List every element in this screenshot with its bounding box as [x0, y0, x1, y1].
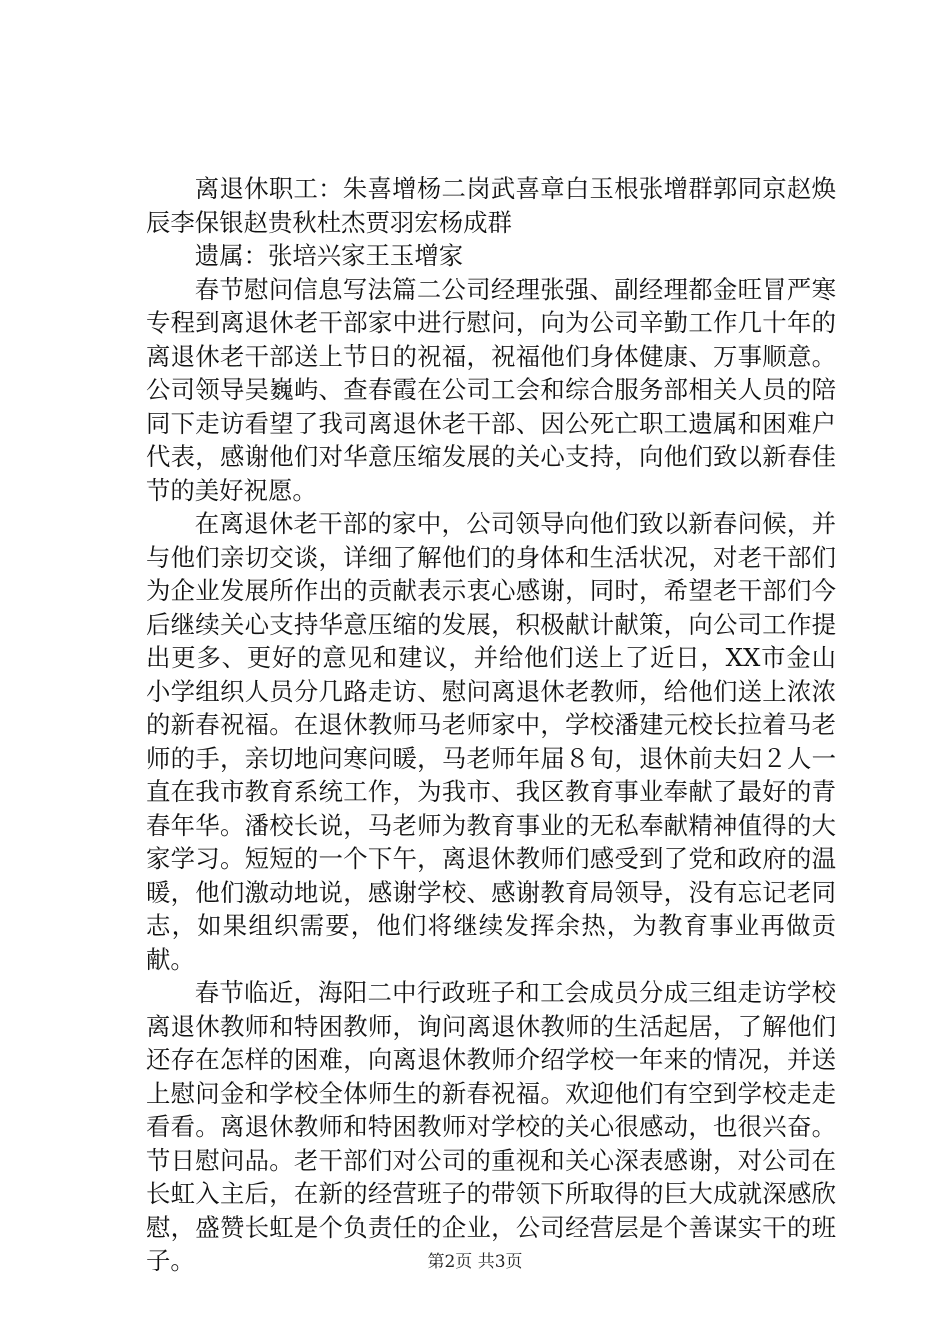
paragraph-survivors: 遗属：张培兴家王玉增家 — [194, 241, 464, 270]
paragraph-retired-staff-list: 离退休职工：朱喜增杨二岗武喜章白玉根张增群郭同京赵焕辰李保银赵贵秋杜杰贾羽宏杨成群 — [146, 174, 836, 237]
paragraph-company-visit: 春节慰问信息写法篇二公司经理张强、副经理都金旺冒严寒专程到离退休老干部家中进行慰问，向为公司辛勤工作几十年的离退休老干部送上节日的祝福，祝福他们身体健康、万事顺意。公司领导吴巍屿、查春霞在公司工会和综合服务部相关人员的陪同下走访看望了我司离退休老干部、因公死亡职工遗属和困难户代表，感谢他们对华意压缩发展的关心支持，向他们致以新春佳节的美好祝愿。 — [146, 274, 836, 505]
paragraph-home-visit: 在离退休老干部的家中，公司领导向他们致以新春问候，并与他们亲切交谈，详细了解他们的身体和生活状况，对老干部们为企业发展所作出的贡献表示衷心感谢，同时，希望老干部们今后继续关心支持华意压缩的发展，积极献计献策，向公司工作提出更多、更好的意见和建议，并给他们送上了近日，XX市金山小学组织人员分几路走访、慰问离退休老教师，给他们送上浓浓的新春祝福。在退休教师马老师家中，学校潘建元校长拉着马老师的手，亲切地问寒问暖，马老师年届８旬，退休前夫妇２人一直在我市教育系统工作，为我市、我区教育事业奉献了最好的青春年华。潘校长说，马老师为教育事业的无私奉献精神值得的大家学习。短短的一个下午，离退休教师们感受到了党和政府的温暖，他们激动地说，感谢学校、感谢教育局领导，没有忘记老同志，如果组织需要，他们将继续发挥余热，为教育事业再做贡献。 — [146, 509, 836, 974]
page-number-footer: 第2页 共3页 — [427, 1252, 523, 1272]
document-body — [146, 172, 836, 1278]
paragraph-school-visit: 春节临近，海阳二中行政班子和工会成员分成三组走访学校离退休教师和特困教师，询问离退休教师的生活起居，了解他们还存在怎样的困难，向离退休教师介绍学校一年来的情况，并送上慰问金和学校全体师生的新春祝福。欢迎他们有空到学校走走看看。离退休教师和特困教师对学校的关心很感动，也很兴奋。节日慰问品。老干部们对公司的重视和关心深表感谢，对公司在长虹入主后，在新的经营班子的带领下所取得的巨大成就深感欣慰，盛赞长虹是个负责任的企业，公司经营层是个善谋实干的班子。 — [146, 978, 836, 1275]
